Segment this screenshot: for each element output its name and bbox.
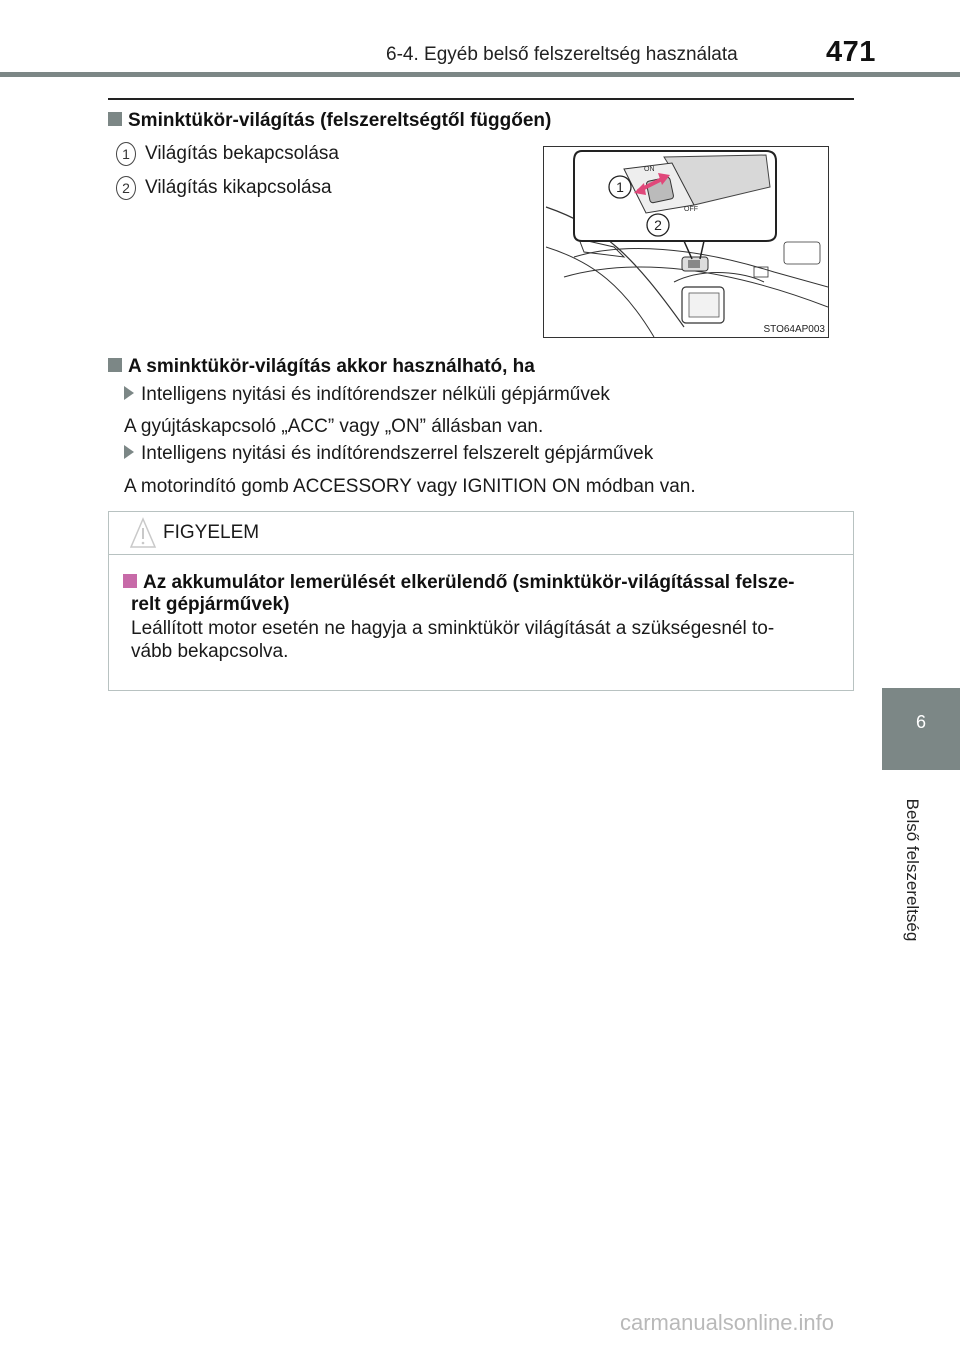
page-number: 471 bbox=[826, 36, 876, 68]
section-title: 6-4. Egyéb belső felszereltség használata bbox=[386, 44, 738, 65]
triangle-bullet-icon bbox=[124, 445, 134, 459]
warning-body-line2: vább bekapcsolva. bbox=[131, 641, 289, 662]
section2-heading-text: A sminktükör-világítás akkor használható, ha bbox=[128, 356, 535, 377]
square-bullet-icon bbox=[123, 574, 137, 588]
callout-1-label: 1 bbox=[616, 179, 624, 195]
figure-code: STO64AP003 bbox=[763, 324, 825, 335]
triangle-bullet-icon bbox=[124, 386, 134, 400]
header-rule bbox=[0, 72, 960, 77]
item-text-1: Világítás bekapcsolása bbox=[145, 143, 339, 164]
warning-body-line1: Leállított motor esetén ne hagyja a sminktükör világítását a szükségesnél to- bbox=[131, 618, 775, 639]
warning-title: FIGYELEM bbox=[163, 522, 260, 543]
watermark: carmanualsonline.info bbox=[620, 1310, 835, 1335]
warning-body bbox=[131, 617, 841, 663]
text2: A motorindító gomb ACCESSORY vagy IGNITION ON módban van. bbox=[124, 476, 696, 497]
warning-box bbox=[108, 511, 854, 691]
item-marker-2: 2 bbox=[116, 176, 136, 200]
warning-triangle-icon bbox=[129, 516, 157, 550]
warning-heading bbox=[123, 572, 843, 616]
bullet1 bbox=[124, 384, 610, 406]
top-rule bbox=[108, 98, 854, 100]
chapter-number: 6 bbox=[915, 712, 926, 732]
vanity-mirror-illustration bbox=[543, 146, 829, 338]
warning-heading-line1: Az akkumulátor lemerülését elkerülendő (sminktükör-világítással felsze- bbox=[143, 572, 795, 593]
item-text-2: Világítás kikapcsolása bbox=[145, 177, 332, 198]
bullet2-text: Intelligens nyitási és indítórendszerrel felszerelt gépjárművek bbox=[141, 443, 654, 464]
switch-on-label: ON bbox=[644, 166, 655, 173]
switch-off-label: OFF bbox=[684, 206, 698, 213]
chapter-label: Belső felszereltség bbox=[903, 798, 922, 942]
bullet1-text: Intelligens nyitási és indítórendszer nélküli gépjárművek bbox=[141, 384, 610, 405]
item-marker-1: 1 bbox=[116, 142, 136, 166]
warning-heading-line2: relt gépjárművek) bbox=[131, 594, 290, 615]
section1-heading-text: Sminktükör-világítás (felszereltségtől függően) bbox=[128, 110, 552, 131]
warning-header bbox=[109, 512, 853, 555]
section2-heading bbox=[108, 356, 535, 378]
section1-heading bbox=[108, 110, 551, 132]
bullet2 bbox=[124, 443, 653, 465]
callout-2-label: 2 bbox=[654, 217, 662, 233]
chapter-tab bbox=[882, 688, 960, 770]
square-bullet-icon bbox=[108, 112, 122, 126]
illustration-drawing bbox=[544, 147, 828, 337]
chapter-label-box bbox=[880, 780, 944, 960]
square-bullet-icon bbox=[108, 358, 122, 372]
text1: A gyújtáskapcsoló „ACC” vagy „ON” állásban van. bbox=[124, 416, 544, 437]
